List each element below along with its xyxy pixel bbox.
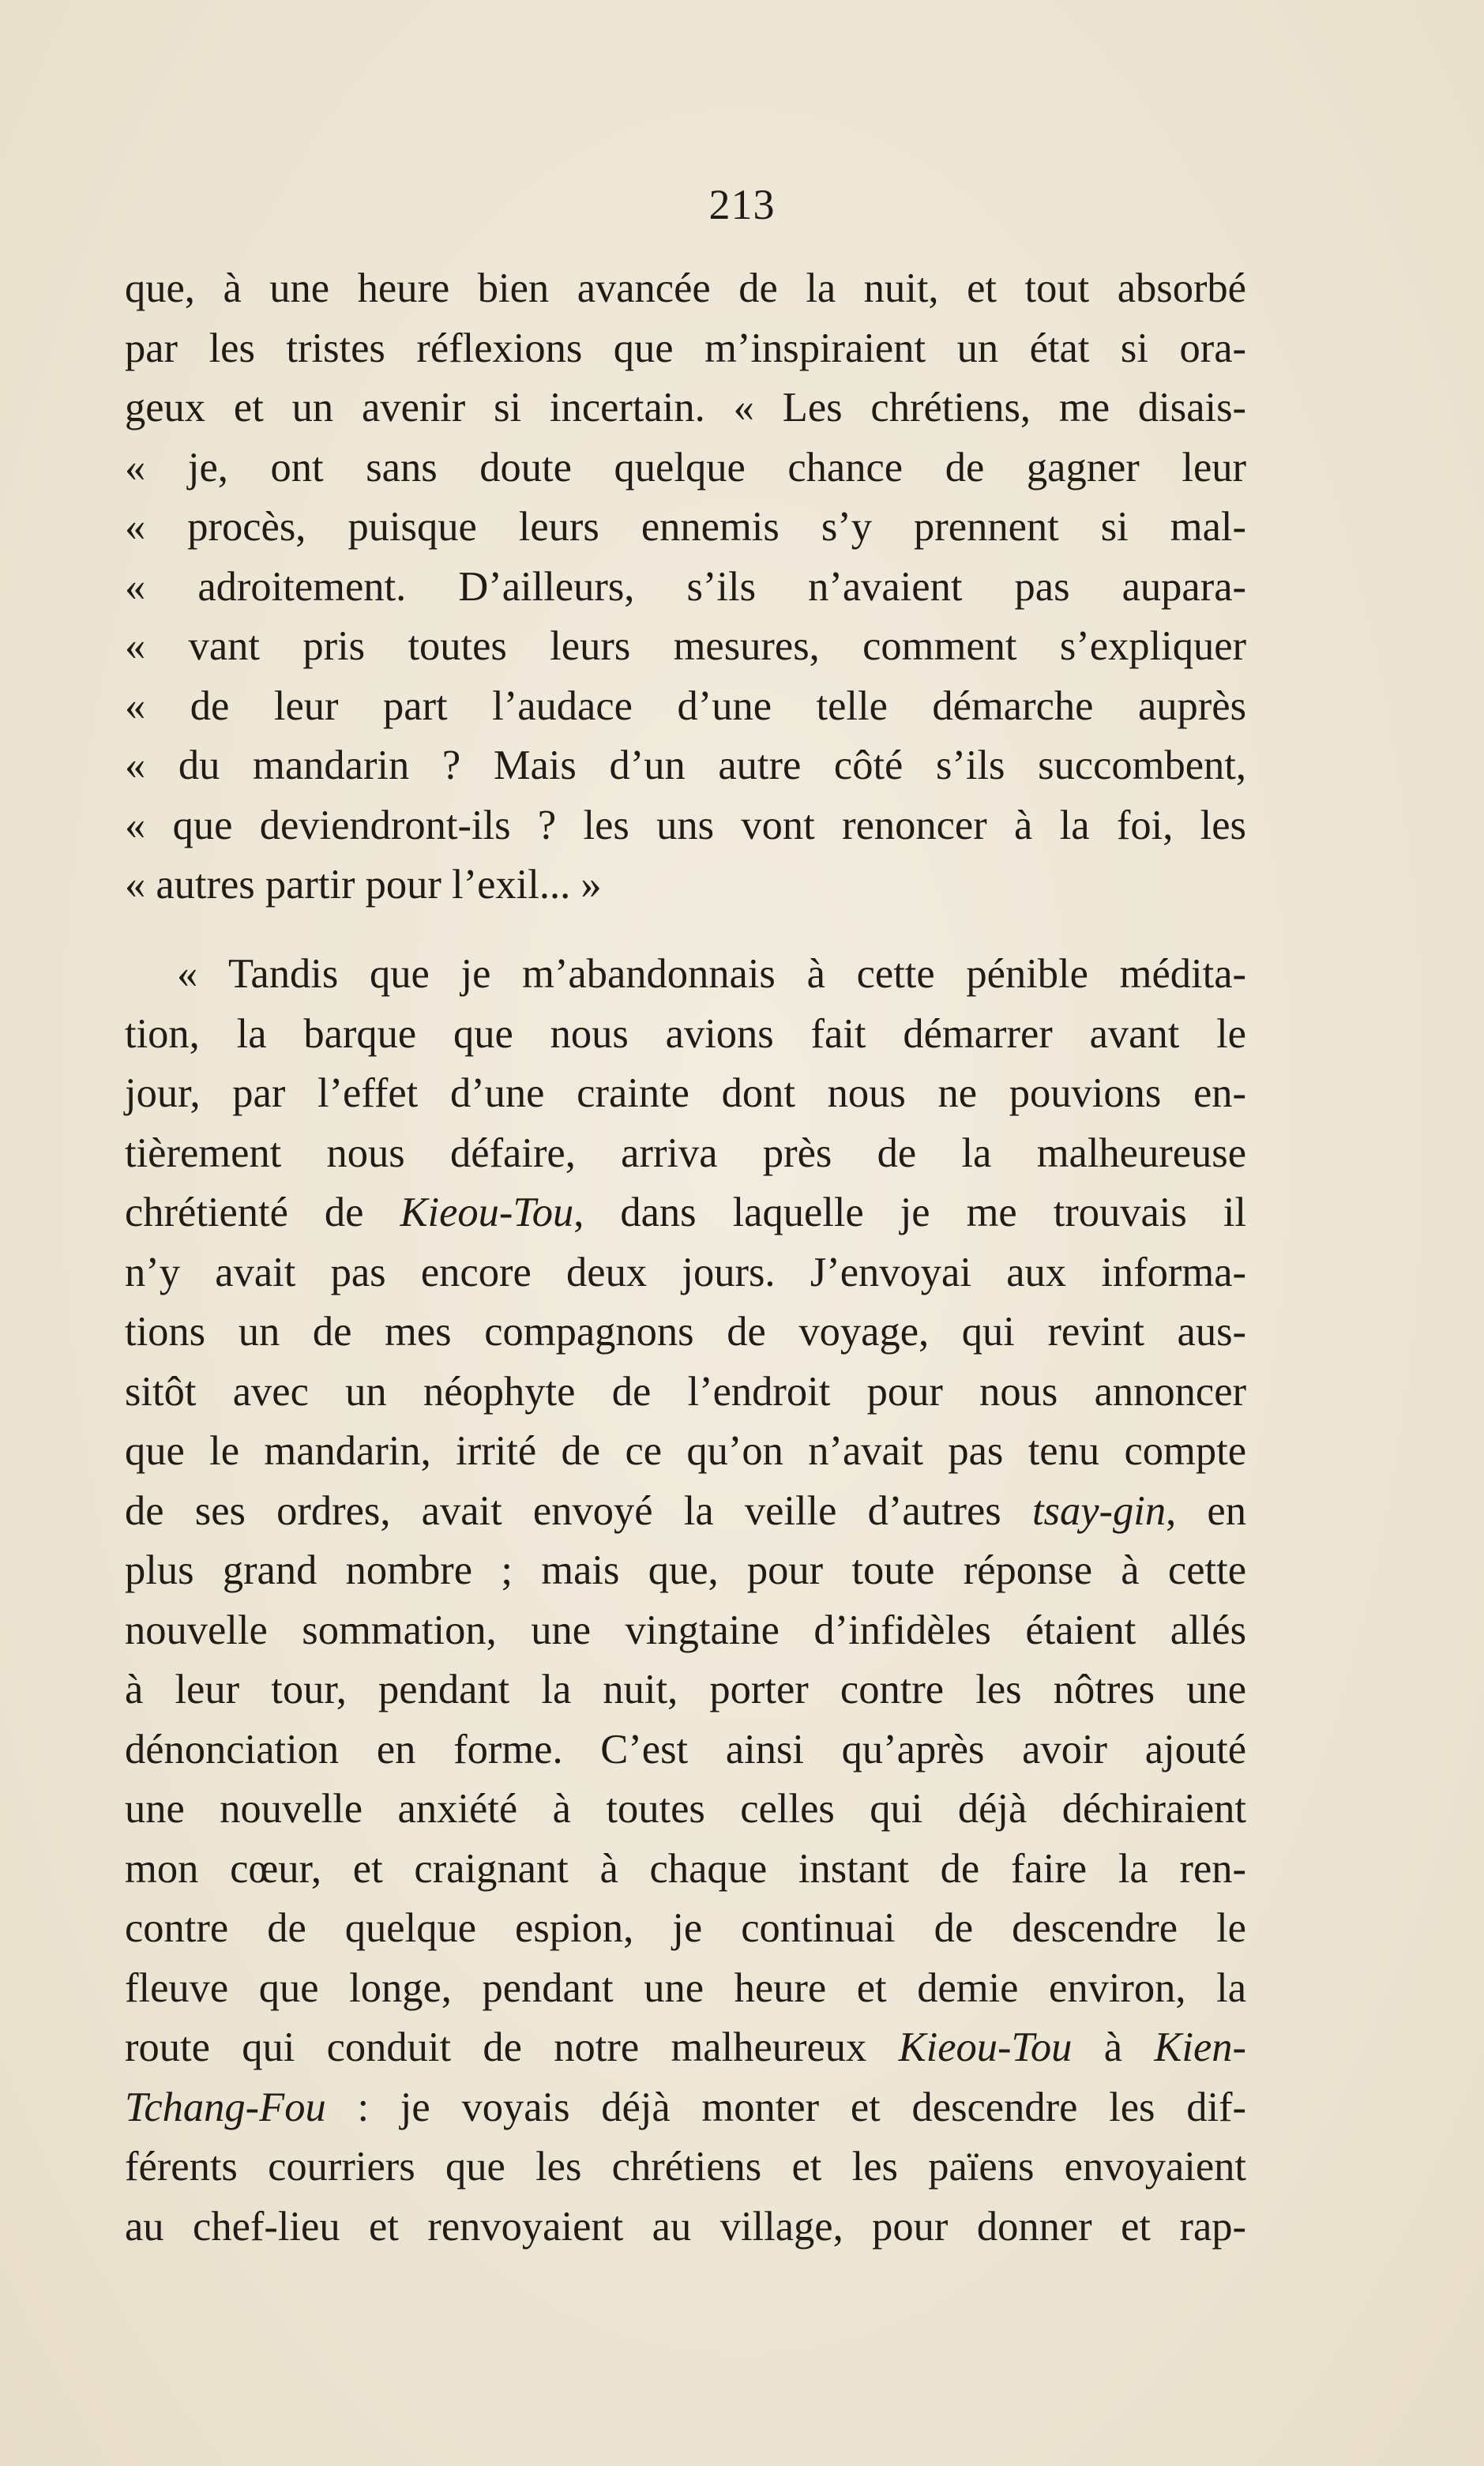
text-line: tions un de mes compagnons de voyage, qui revint aus-	[125, 1309, 1246, 1355]
text-line: Tchang-Fou : je voyais déjà monter et descendre les dif-	[125, 2084, 1246, 2130]
text-line: que, à une heure bien avancée de la nuit, et tout absorbé	[125, 265, 1246, 311]
text-line: tièrement nous défaire, arriva près de la malheureuse	[125, 1130, 1246, 1176]
text-line: « du mandarin ? Mais d’un autre côté s’ils succombent,	[125, 742, 1246, 788]
italic-term: Kieou-Tou	[400, 1190, 574, 1235]
text-line: « autres partir pour l’exil... »	[125, 862, 602, 908]
text-line: de ses ordres, avait envoyé la veille d’autres tsay-gin, en	[125, 1487, 1246, 1534]
italic-term: Kieou-Tou	[898, 2024, 1073, 2070]
text-line: chrétienté de Kieou-Tou, dans laquelle je me trouvais il	[125, 1190, 1246, 1235]
text-line: « je, ont sans doute quelque chance de gagner leur	[125, 444, 1246, 491]
text-line: fleuve que longe, pendant une heure et demie environ, la	[125, 1964, 1246, 2011]
text-line: tion, la barque que nous avions fait démarrer avant le	[125, 1010, 1246, 1057]
text-line: férents courriers que les chrétiens et les païens envoyaient	[125, 2144, 1246, 2190]
text-line: que le mandarin, irrité de ce qu’on n’avait pas tenu compte	[125, 1428, 1246, 1474]
paragraph-1	[125, 259, 1246, 915]
italic-term: Kien-	[1154, 2024, 1246, 2070]
text-line: « de leur part l’audace d’une telle démarche auprès	[125, 682, 1246, 729]
text-line: « Tandis que je m’abandonnais à cette pénible médita-	[177, 951, 1246, 997]
text-line: à leur tour, pendant la nuit, porter contre les nôtres une	[125, 1667, 1246, 1712]
text-line: « vant pris toutes leurs mesures, comment s’expliquer	[125, 623, 1246, 669]
text-line: geux et un avenir si incertain. « Les chrétiens, me disais-	[125, 385, 1246, 430]
text-line: nouvelle sommation, une vingtaine d’infidèles étaient allés	[125, 1607, 1246, 1653]
paragraph-2	[125, 945, 1246, 2257]
text-line: « adroitement. D’ailleurs, s’ils n’avaient pas aupara-	[125, 563, 1246, 610]
text-line: mon cœur, et craignant à chaque instant de faire la ren-	[125, 1845, 1246, 1892]
text-line: « procès, puisque leurs ennemis s’y prennent si mal-	[125, 504, 1246, 550]
text-line: par les tristes réflexions que m’inspiraient un état si ora-	[125, 325, 1246, 371]
page-number: 213	[708, 181, 776, 228]
text-line: n’y avait pas encore deux jours. J’envoyai aux informa-	[125, 1249, 1246, 1295]
italic-term: Tchang-Fou	[125, 2084, 326, 2130]
text-line: au chef-lieu et renvoyaient au village, pour donner et rap-	[125, 2203, 1246, 2250]
text-line: « que deviendront-ils ? les uns vont renoncer à la foi, les	[125, 802, 1246, 848]
text-line: une nouvelle anxiété à toutes celles qui déjà déchiraient	[125, 1786, 1246, 1832]
text-line: route qui conduit de notre malheureux Kieou-Tou à Kien-	[125, 2024, 1246, 2070]
text-line: plus grand nombre ; mais que, pour toute réponse à cette	[125, 1547, 1246, 1593]
text-line: sitôt avec un néophyte de l’endroit pour nous annoncer	[125, 1368, 1246, 1415]
italic-term: tsay-gin	[1031, 1487, 1167, 1534]
text-line: jour, par l’effet d’une crainte dont nous ne pouvions en-	[125, 1070, 1246, 1116]
text-line: contre de quelque espion, je continuai de descendre le	[125, 1905, 1246, 1951]
text-line: dénonciation en forme. C’est ainsi qu’après avoir ajouté	[125, 1726, 1246, 1772]
